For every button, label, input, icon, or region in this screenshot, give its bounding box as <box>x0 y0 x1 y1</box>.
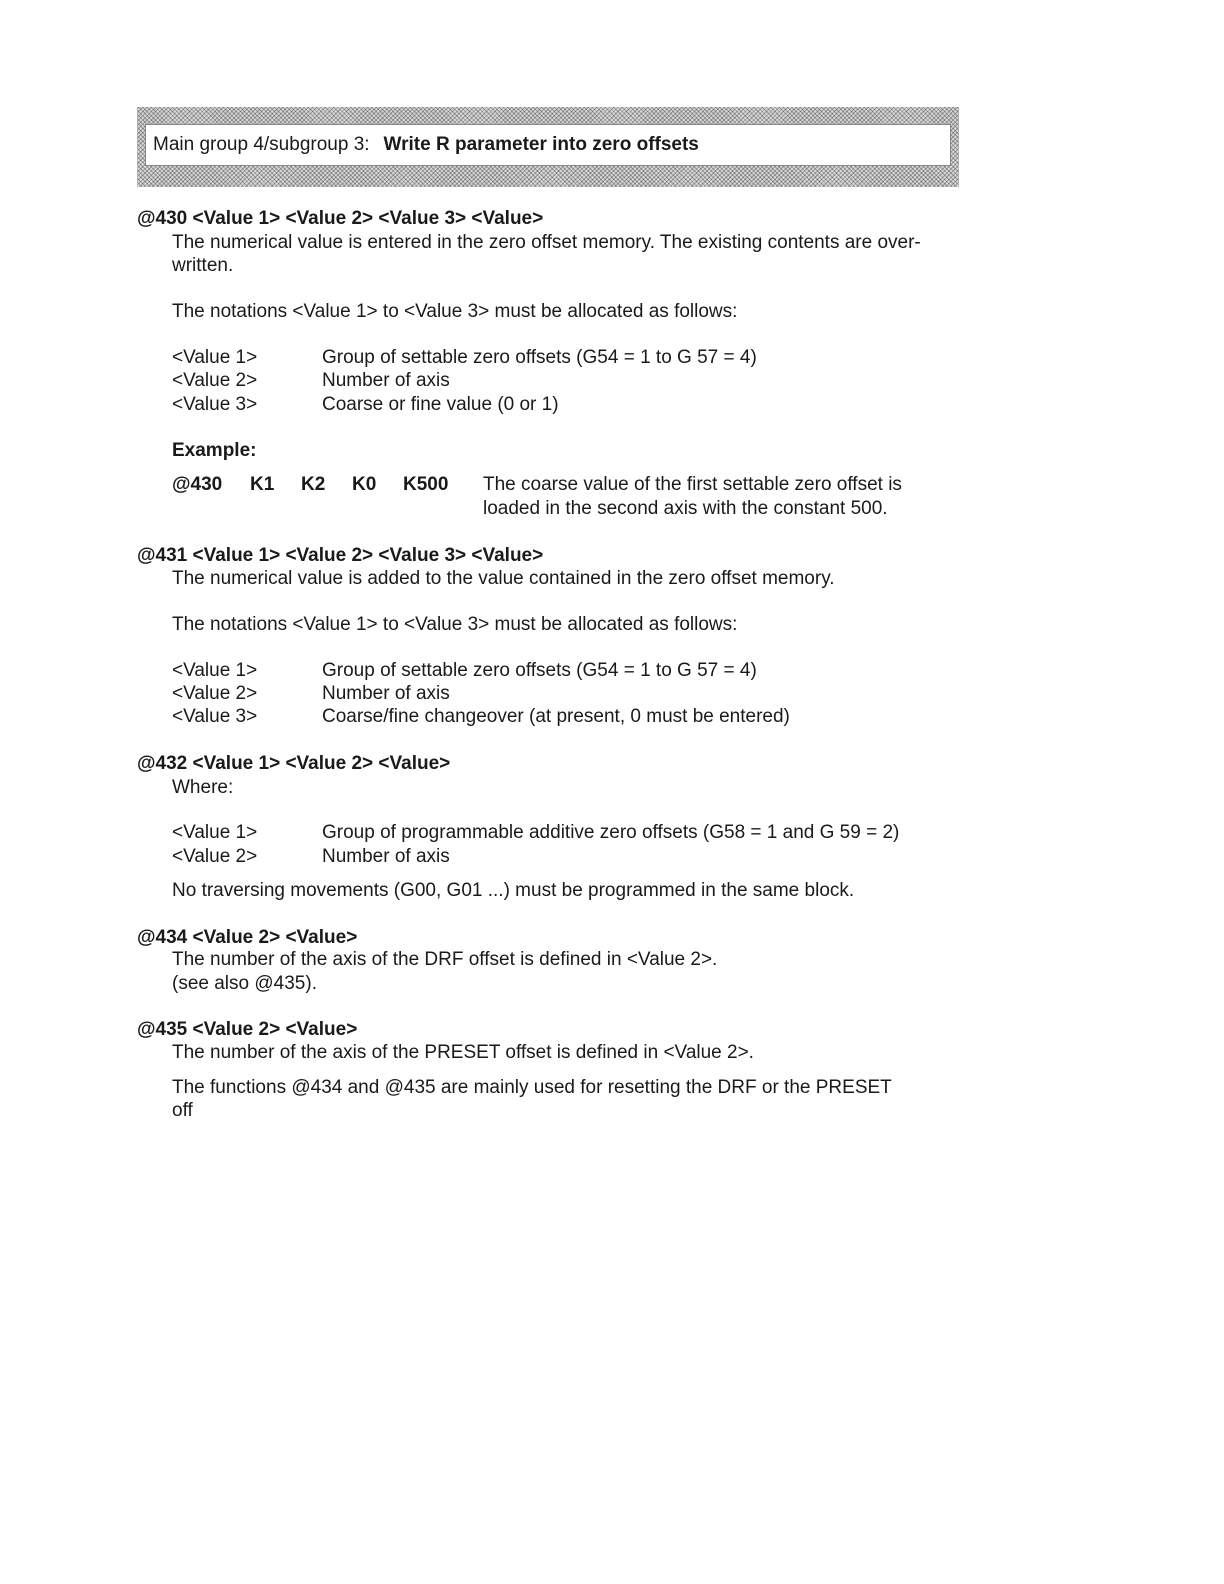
section-header-box <box>137 107 959 187</box>
param-definition: Coarse/fine changeover (at present, 0 must be entered) <box>322 706 790 727</box>
command-note-432: No traversing movements (G00, G01 ...) must be programmed in the same block. <box>172 880 855 901</box>
param-definition: Number of axis <box>322 846 450 867</box>
param-definition: Group of programmable additive zero offsets (G58 = 1 and G 59 = 2) <box>322 822 900 843</box>
command-heading-430: @430 <Value 1> <Value 2> <Value 3> <Value> <box>137 208 544 229</box>
param-label: <Value 1> <box>172 347 258 368</box>
command-heading-435: @435 <Value 2> <Value> <box>137 1019 358 1040</box>
example-arg: K0 <box>352 474 377 495</box>
param-label: <Value 2> <box>172 846 258 867</box>
command-description-430: The numerical value is entered in the zero offset memory. The existing contents are over- <box>172 232 921 253</box>
command-description-434-cont: (see also @435). <box>172 973 317 994</box>
command-heading-432: @432 <Value 1> <Value 2> <Value> <box>137 753 451 774</box>
example-arg: K500 <box>403 474 449 495</box>
command-description-435: The number of the axis of the PRESET offset is defined in <Value 2>. <box>172 1042 754 1063</box>
param-label: <Value 2> <box>172 370 258 391</box>
param-definition: Number of axis <box>322 683 450 704</box>
example-description: The coarse value of the first settable zero offset is <box>483 474 902 495</box>
example-heading: Example: <box>172 440 257 461</box>
notations-intro-430: The notations <Value 1> to <Value 3> must be allocated as follows: <box>172 301 738 322</box>
param-definition: Coarse or fine value (0 or 1) <box>322 394 559 415</box>
command-note-435: The functions @434 and @435 are mainly used for resetting the DRF or the PRESET <box>172 1077 892 1098</box>
command-description-434: The number of the axis of the DRF offset is defined in <Value 2>. <box>172 949 718 970</box>
command-heading-434: @434 <Value 2> <Value> <box>137 927 358 948</box>
section-group-label: Main group 4/subgroup 3: <box>153 134 370 155</box>
example-description-cont: loaded in the second axis with the constant 500. <box>483 498 888 519</box>
example-command: @430 <box>172 474 223 495</box>
command-description-431: The numerical value is added to the value contained in the zero offset memory. <box>172 568 835 589</box>
command-heading-431: @431 <Value 1> <Value 2> <Value 3> <Value> <box>137 545 544 566</box>
param-label: <Value 3> <box>172 394 258 415</box>
param-label: <Value 1> <box>172 822 258 843</box>
section-header <box>145 124 951 166</box>
param-definition: Group of settable zero offsets (G54 = 1 to G 57 = 4) <box>322 660 757 681</box>
param-definition: Number of axis <box>322 370 450 391</box>
param-label: <Value 1> <box>172 660 258 681</box>
example-arg: K2 <box>301 474 326 495</box>
command-note-435-cont: off <box>172 1100 193 1121</box>
param-label: <Value 2> <box>172 683 258 704</box>
example-arg: K1 <box>250 474 275 495</box>
where-label: Where: <box>172 777 234 798</box>
notations-intro-431: The notations <Value 1> to <Value 3> must be allocated as follows: <box>172 614 738 635</box>
param-label: <Value 3> <box>172 706 258 727</box>
command-description-430-cont: written. <box>172 255 234 276</box>
param-definition: Group of settable zero offsets (G54 = 1 to G 57 = 4) <box>322 347 757 368</box>
section-title: Write R parameter into zero offsets <box>383 134 699 155</box>
